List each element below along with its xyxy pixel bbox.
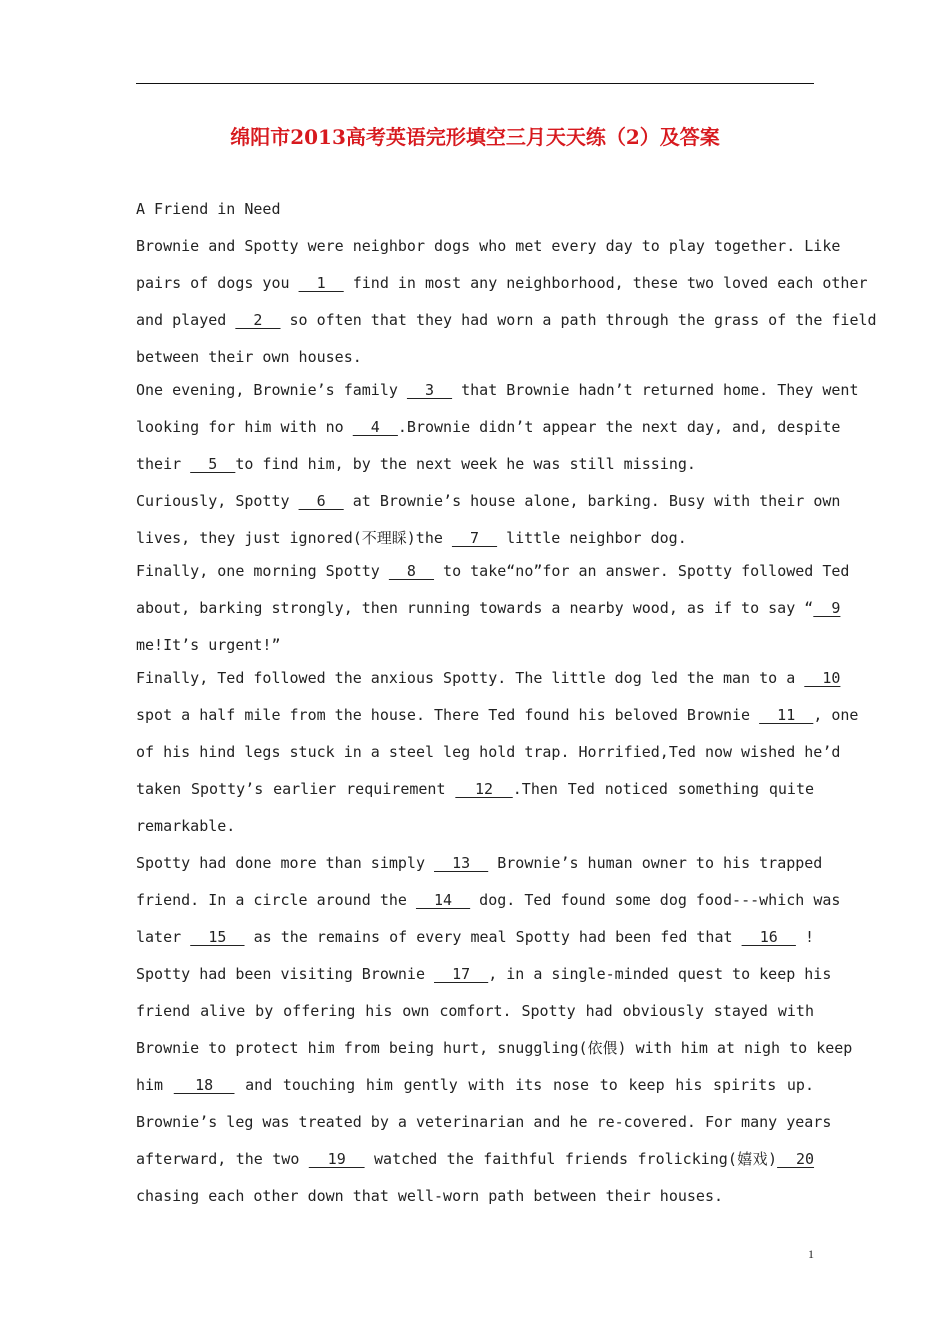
blank-10: 10 xyxy=(804,669,841,687)
passage-line: later 15 as the remains of every meal Spotty had been fed that 16 ! xyxy=(136,928,814,946)
passage-line: looking for him with no 4 .Brownie didn’t appear the next day, and, despite xyxy=(136,418,841,436)
blank-13: 13 xyxy=(434,854,489,872)
passage-line: me!It’s urgent!” xyxy=(136,636,281,654)
passage-line: spot a half mile from the house. There Ted found his beloved Brownie 11 , one xyxy=(136,706,859,724)
blank-12: 12 xyxy=(455,780,513,798)
blank-9: 9 xyxy=(813,599,841,617)
passage-line: Curiously, Spotty 6 at Brownie’s house alone, barking. Busy with their own xyxy=(136,492,841,510)
header-rule xyxy=(136,83,814,84)
passage-line: lives, they just ignored(不理睬)the 7 little neighbor dog. xyxy=(136,529,687,547)
passage-line: Finally, Ted followed the anxious Spotty. The little dog led the man to a 10 xyxy=(136,669,841,687)
passage-line: Finally, one morning Spotty 8 to take“no”for an answer. Spotty followed Ted xyxy=(136,562,850,580)
blank-1: 1 xyxy=(298,274,344,292)
passage-line: between their own houses. xyxy=(136,348,362,366)
blank-11: 11 xyxy=(759,706,814,724)
blank-5: 5 xyxy=(190,455,236,473)
blank-20: 20 xyxy=(777,1150,815,1168)
passage-line: Spotty had done more than simply 13 Brownie’s human owner to his trapped xyxy=(136,854,823,872)
passage-line: of his hind legs stuck in a steel leg hold trap. Horrified,Ted now wished he’d xyxy=(136,743,841,761)
blank-14: 14 xyxy=(415,891,471,909)
passage-line: taken Spotty’s earlier requirement 12 .Then Ted noticed something quite xyxy=(136,780,815,798)
passage-line: friend. In a circle around the 14 dog. Ted found some dog food---which was xyxy=(136,891,841,909)
blank-8: 8 xyxy=(388,562,435,580)
blank-6: 6 xyxy=(298,492,344,510)
passage-line: Spotty had been visiting Brownie 17 , in a single-minded quest to keep his xyxy=(136,965,832,983)
passage-line: Brownie to protect him from being hurt, snuggling(依偎) with him at nigh to keep xyxy=(136,1039,853,1057)
passage-line: remarkable. xyxy=(136,817,236,835)
passage-line: him 18 and touching him gently with its nose to keep his spirits up. xyxy=(136,1076,814,1094)
blank-17: 17 xyxy=(434,965,489,983)
blank-3: 3 xyxy=(406,381,453,399)
passage-line: and played 2 so often that they had worn a path through the grass of the field xyxy=(136,311,877,329)
passage-line: their 5 to find him, by the next week he was still missing. xyxy=(136,455,696,473)
page-title: 绵阳市2013高考英语完形填空三月天天练（2）及答案 xyxy=(230,125,720,149)
passage-line: friend alive by offering his own comfort. Spotty had obviously stayed with xyxy=(136,1002,814,1020)
document-body xyxy=(136,196,877,1220)
passage-line: One evening, Brownie’s family 3 that Brownie hadn’t returned home. They went xyxy=(136,381,859,399)
page-number: 1 xyxy=(808,1247,814,1261)
blank-2: 2 xyxy=(235,311,281,329)
passage-line: pairs of dogs you 1 find in most any neighborhood, these two loved each other xyxy=(136,274,868,292)
blank-16: 16 xyxy=(741,928,796,946)
blank-19: 19 xyxy=(308,1150,365,1168)
passage-line: afterward, the two 19 watched the faithful friends frolicking(嬉戏) 20 xyxy=(136,1150,815,1168)
passage-line: Brownie and Spotty were neighbor dogs who met every day to play together. Like xyxy=(136,237,841,255)
passage-line: Brownie’s leg was treated by a veterinarian and he re-covered. For many years xyxy=(136,1113,832,1131)
blank-15: 15 xyxy=(190,928,245,946)
blank-7: 7 xyxy=(451,529,498,547)
passage-line: chasing each other down that well-worn path between their houses. xyxy=(136,1187,723,1205)
passage-heading: A Friend in Need xyxy=(136,200,281,218)
passage-text xyxy=(136,233,877,1220)
blank-4: 4 xyxy=(352,418,398,436)
passage-line: about, barking strongly, then running towards a nearby wood, as if to say “ 9 xyxy=(136,599,841,617)
blank-18: 18 xyxy=(173,1076,235,1094)
